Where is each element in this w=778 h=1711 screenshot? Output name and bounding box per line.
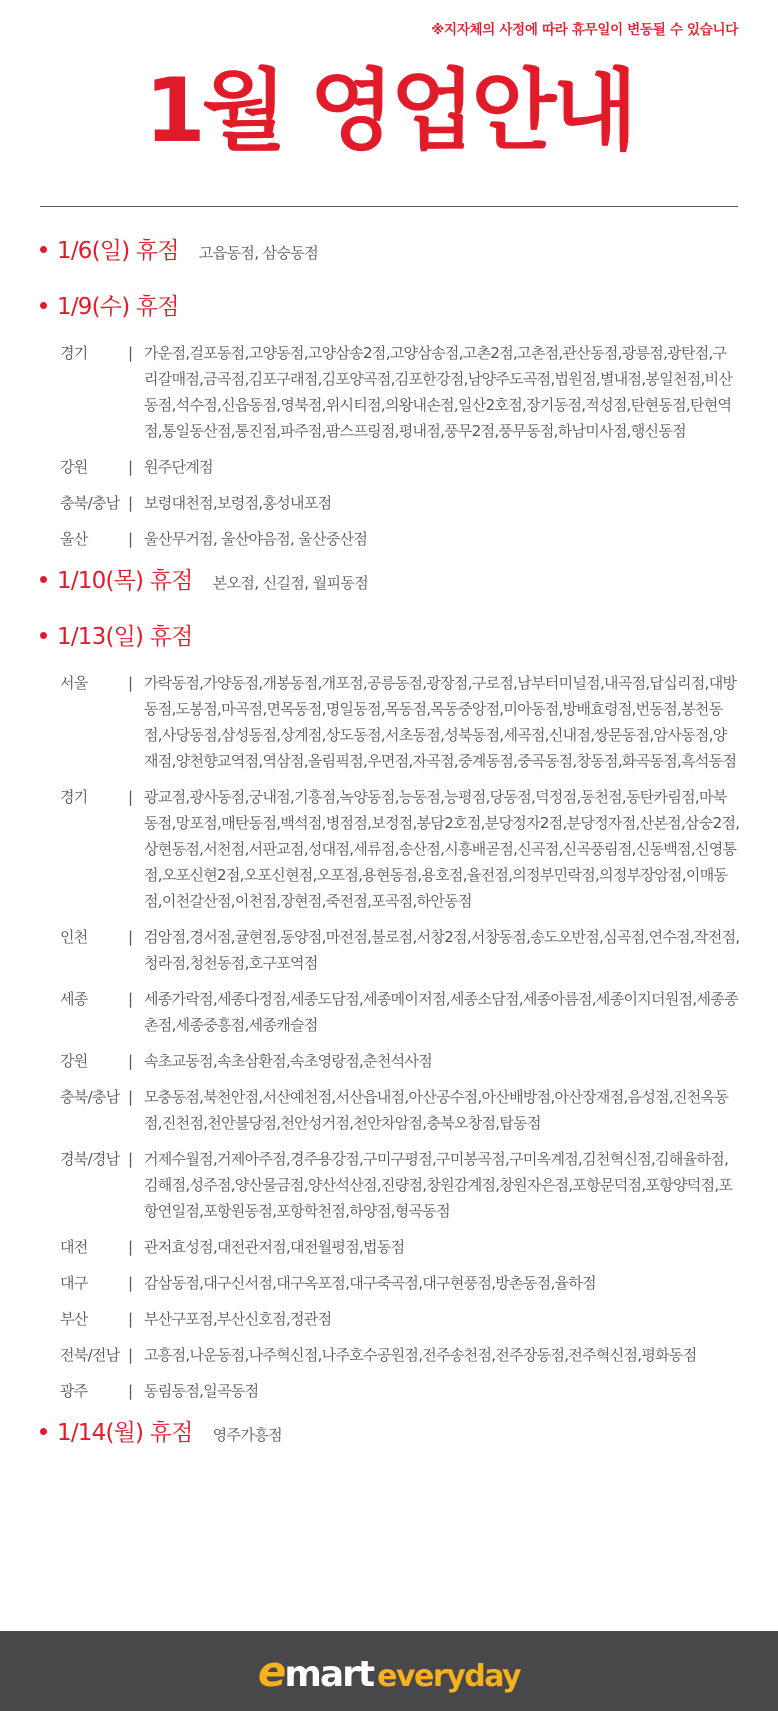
region-name: 서울	[60, 674, 88, 692]
region-separator: |	[128, 1382, 133, 1400]
region-row	[40, 454, 740, 480]
region-name: 충북/충남	[60, 1088, 120, 1106]
closure-section	[40, 618, 740, 1404]
region-stores: 울산무거점, 울산야음점, 울산중산점	[144, 530, 368, 548]
closure-stores: 고읍동점, 삼숭동점	[198, 244, 319, 262]
closure-date: 1/6(일) 휴점	[57, 238, 179, 264]
region-row	[40, 1048, 740, 1074]
section-header	[40, 562, 740, 614]
region-row	[40, 1234, 740, 1260]
divider	[40, 206, 738, 207]
logo-mart: mart	[284, 1653, 374, 1695]
region-row	[40, 1270, 740, 1296]
closure-date: 1/10(목) 휴점	[57, 568, 193, 594]
region-name: 충북/충남	[60, 494, 120, 512]
region-separator: |	[128, 530, 133, 548]
region-name: 경북/경남	[60, 1150, 120, 1168]
region-stores: 거제수월점,거제아주점,경주용강점,구미구평점,구미봉곡점,구미옥계점,김천혁신점,김해율하점,김해점,성주점,양산물금점,양산석산점,진량점,창원감계점,창원자은점,포항문덕점,포항양덕점,포항연일점,포항원동점,포항학천점,하양점,형곡동점	[144, 1150, 733, 1220]
region-separator: |	[128, 458, 133, 476]
region-separator: |	[128, 1052, 133, 1070]
closure-date: 1/14(월) 휴점	[57, 1420, 193, 1446]
region-stores: 세종가락점,세종다정점,세종도담점,세종메이저점,세종소담점,세종아름점,세종이지더원점,세종종촌점,세종중흥점,세종캐슬점	[144, 990, 738, 1034]
section-header	[40, 1414, 740, 1466]
region-separator: |	[128, 990, 133, 1008]
bullet-icon	[40, 246, 47, 253]
closure-section	[40, 1414, 740, 1466]
region-row	[40, 1306, 740, 1332]
closure-section	[40, 288, 740, 552]
region-stores: 속초교동점,속초삼환점,속초영랑점,춘천석사점	[144, 1052, 433, 1070]
bullet-icon	[40, 632, 47, 639]
region-stores: 보령대천점,보령점,홍성내포점	[144, 494, 332, 512]
page-title: 1월 영업안내	[144, 59, 634, 162]
region-separator: |	[128, 788, 133, 806]
section-header	[40, 288, 740, 340]
region-separator: |	[128, 674, 133, 692]
region-stores: 모충동점,북천안점,서산예천점,서산읍내점,아산공수점,아산배방점,아산장재점,음성점,진천옥동점,진천점,천안불당점,천안성거점,천안차암점,충북오창점,탑동점	[144, 1088, 729, 1132]
region-separator: |	[128, 494, 133, 512]
region-stores: 가락동점,가양동점,개봉동점,개포점,공릉동점,광장점,구로점,남부터미널점,내곡점,답십리점,대방동점,도봉점,마곡점,면목동점,명일동점,목동점,목동중앙점,미아동점,방배효령점,번동점,봉천동점,사당동점,삼성동점,상계점,상도동점,서초동점,성북동점,세곡점,신내점,쌍문동점,암사동점,양재점,양천향교역점,역삼점,올림픽점,우면점,자곡점,중계동점,중곡동점,창동점,화곡동점,흑석동점	[144, 674, 737, 770]
section-header	[40, 618, 740, 670]
region-row	[40, 670, 740, 774]
region-row	[40, 340, 740, 444]
region-name: 전북/전남	[60, 1346, 120, 1364]
region-row	[40, 986, 740, 1038]
region-row	[40, 1146, 740, 1224]
region-name: 강원	[60, 458, 88, 476]
closure-date: 1/13(일) 휴점	[57, 624, 193, 650]
closure-list	[40, 232, 740, 1470]
region-row	[40, 1342, 740, 1368]
region-stores: 가운점,걸포동점,고양동점,고양삼송2점,고양삼송점,고촌2점,고촌점,관산동점,광릉점,광탄점,구리갈매점,금곡점,김포구래점,김포양곡점,김포한강점,남양주도곡점,법원점,별내점,봉일천점,비산동점,석수점,신읍동점,영북점,위시티점,의왕내손점,일산2호점,장기동점,적성점,탄현동점,탄현역점,통일동산점,통진점,파주점,팜스프링점,평내점,풍무2점,풍무동점,하남미사점,행신동점	[144, 344, 733, 440]
region-name: 세종	[60, 990, 88, 1008]
bullet-icon	[40, 302, 47, 309]
closure-section	[40, 232, 740, 284]
region-row	[40, 490, 740, 516]
region-separator: |	[128, 1088, 133, 1106]
region-separator: |	[128, 1150, 133, 1168]
region-name: 광주	[60, 1382, 88, 1400]
region-name: 경기	[60, 788, 88, 806]
region-stores: 원주단계점	[144, 458, 213, 476]
emart-everyday-logo	[258, 1647, 520, 1696]
logo-e: e	[257, 1646, 285, 1696]
bullet-icon	[40, 576, 47, 583]
region-name: 경기	[60, 344, 88, 362]
closure-stores: 영주가흥점	[212, 1426, 283, 1444]
region-separator: |	[128, 1238, 133, 1256]
region-separator: |	[128, 1346, 133, 1364]
region-stores: 부산구포점,부산신호점,정관점	[144, 1310, 332, 1328]
closure-section	[40, 562, 740, 614]
logo-everyday: everyday	[377, 1658, 521, 1694]
region-row	[40, 784, 740, 914]
region-stores: 고흥점,나운동점,나주혁신점,나주호수공원점,전주송천점,전주장동점,전주혁신점,평화동점	[144, 1346, 697, 1364]
region-name: 부산	[60, 1310, 88, 1328]
region-separator: |	[128, 928, 133, 946]
footer	[0, 1631, 778, 1711]
region-row	[40, 1378, 740, 1404]
region-separator: |	[128, 1310, 133, 1328]
region-row	[40, 526, 740, 552]
region-stores: 동림동점,일곡동점	[144, 1382, 259, 1400]
bullet-icon	[40, 1428, 47, 1435]
section-header	[40, 232, 740, 284]
region-name: 대구	[60, 1274, 88, 1292]
notice-text: ※지자체의 사정에 따라 휴무일이 변동될 수 있습니다	[431, 22, 738, 38]
region-separator: |	[128, 1274, 133, 1292]
region-name: 강원	[60, 1052, 88, 1070]
region-name: 울산	[60, 530, 88, 548]
region-name: 대전	[60, 1238, 88, 1256]
region-stores: 감삼동점,대구신서점,대구옥포점,대구죽곡점,대구현풍점,방촌동점,율하점	[144, 1274, 596, 1292]
region-stores: 검암점,경서점,귤현점,동양점,마전점,불로점,서창2점,서창동점,송도오반점,심곡점,연수점,작전점,청라점,청천동점,호구포역점	[144, 928, 740, 972]
region-stores: 광교점,광사동점,궁내점,기흥점,녹양동점,능동점,능평점,당동점,덕정점,동천점,동탄카림점,마북동점,망포점,매탄동점,백석점,병점점,보정점,봉담2호점,분당정자2점,분당정자점,산본점,삼숭2점,상현동점,서천점,서판교점,성대점,세류점,송산점,시흥배곧점,신곡점,신곡풍림점,신동백점,신영통점,오포신현2점,오포신현점,오포점,용현동점,용호점,율전점,의정부민락점,의정부장암점,이매동점,이천갈산점,이천점,장현점,죽전점,포곡점,하안동점	[144, 788, 740, 910]
region-name: 인천	[60, 928, 88, 946]
region-stores: 관저효성점,대전관저점,대전월평점,법동점	[144, 1238, 405, 1256]
closure-date: 1/9(수) 휴점	[57, 294, 179, 320]
closure-stores: 본오점, 신길점, 월피동점	[212, 574, 369, 592]
region-row	[40, 924, 740, 976]
region-row	[40, 1084, 740, 1136]
region-separator: |	[128, 344, 133, 362]
